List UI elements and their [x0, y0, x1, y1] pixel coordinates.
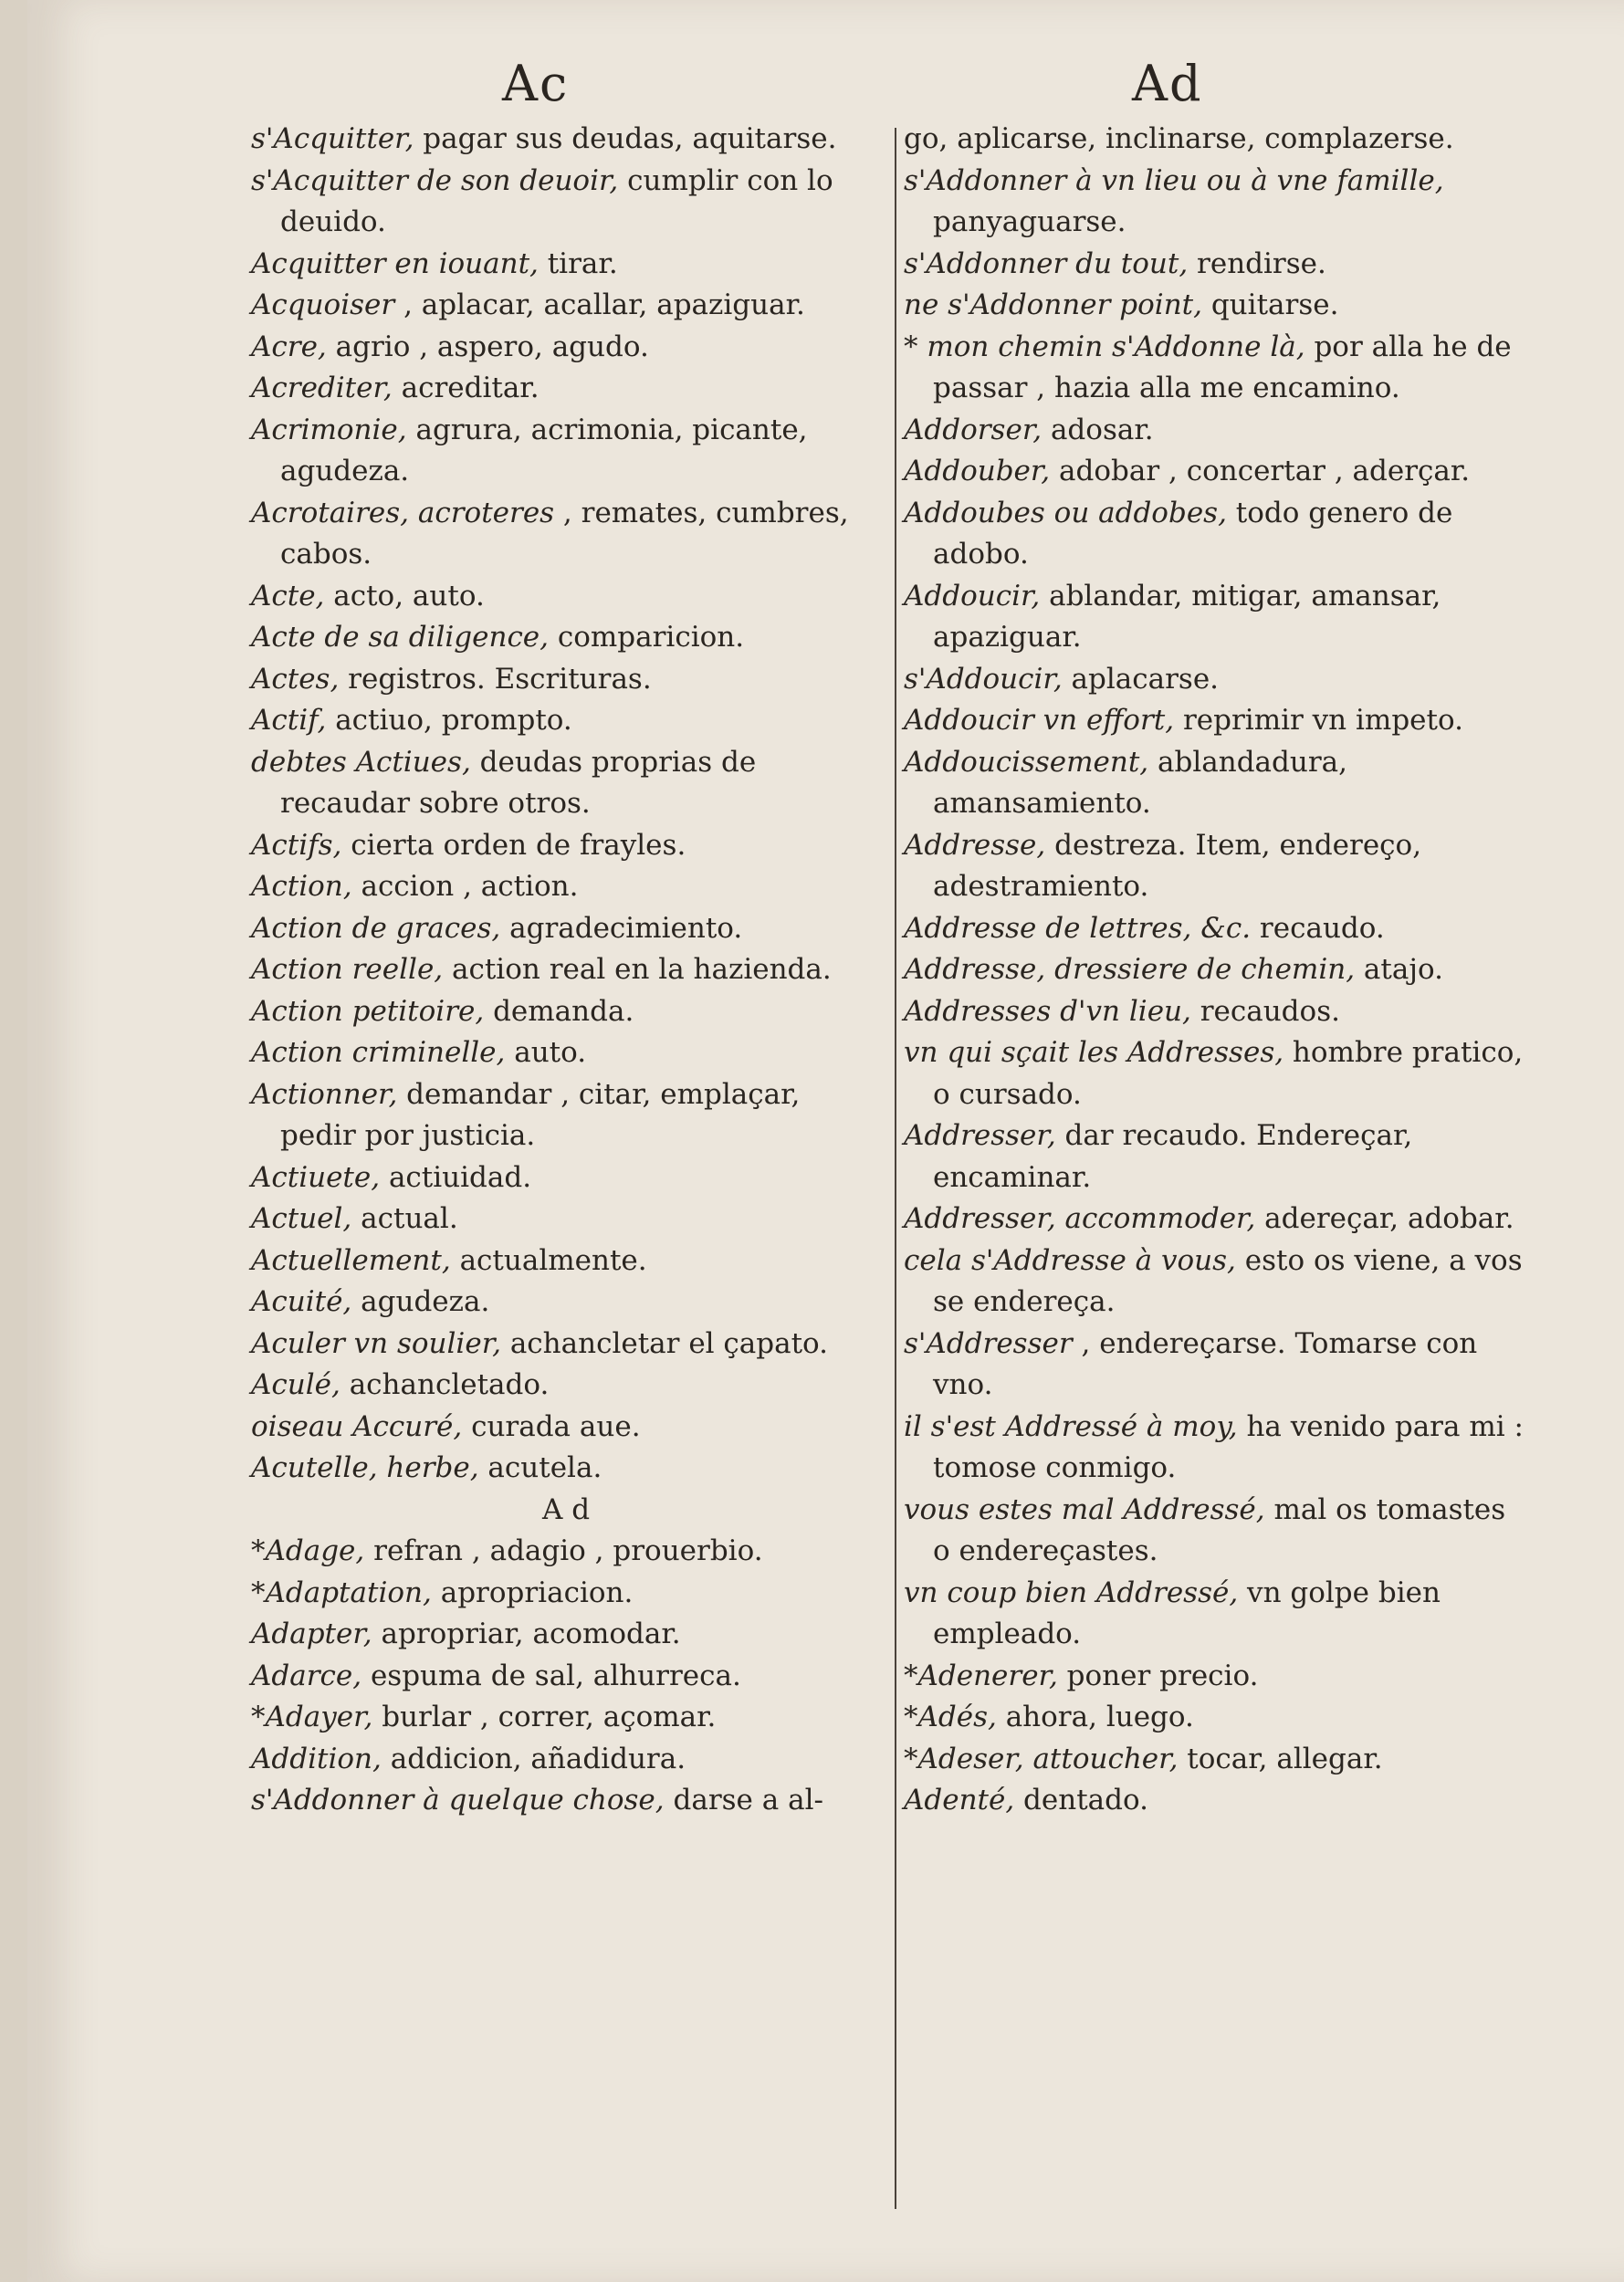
dictionary-entry — [904, 493, 1524, 576]
dictionary-entry — [904, 991, 1524, 1033]
entry-headword: vn coup bien Addressé, — [904, 1575, 1239, 1609]
entry-headword: Addition, — [251, 1742, 382, 1775]
entry-headword: Addoucissement, — [904, 745, 1149, 779]
dictionary-entry — [251, 1324, 881, 1366]
entry-definition: action real en la hazienda. — [443, 953, 832, 986]
entry-headword: Action, — [251, 870, 352, 903]
entry-headword: s'Acquitter de son deuoir, — [251, 163, 619, 197]
entry-headword: *Adaptation, — [251, 1575, 432, 1609]
entry-headword: Adenté, — [904, 1784, 1015, 1816]
dictionary-entry — [904, 1032, 1524, 1115]
entry-definition: adosar. — [1042, 413, 1154, 446]
entry-headword: *Adés, — [904, 1701, 997, 1733]
entry-headword: s'Addonner du tout, — [904, 246, 1189, 280]
entry-definition: agradecimiento. — [500, 911, 743, 945]
entry-definition: darse a al- — [664, 1784, 823, 1816]
entry-definition: deudas proprias de recaudar sobre otros. — [280, 745, 757, 820]
entry-definition: todo genero de adobo. — [933, 496, 1453, 570]
entry-definition: cumplir con lo deuido. — [280, 163, 833, 238]
dictionary-entry — [251, 1739, 881, 1781]
dictionary-entry — [251, 825, 881, 867]
entry-headword: Addoubes ou addobes, — [904, 496, 1227, 529]
dictionary-entry — [251, 1032, 881, 1074]
entry-definition: acto, auto. — [324, 579, 485, 612]
entry-definition: poner precio. — [1057, 1659, 1259, 1692]
entry-headword: Aculé, — [251, 1368, 341, 1401]
entry-headword: Acte, — [251, 579, 325, 612]
dictionary-entry — [251, 991, 881, 1033]
entry-headword: Addoucir vn effort, — [904, 704, 1175, 737]
entry-headword: Acrimonie, — [251, 413, 407, 446]
dictionary-entry — [904, 1240, 1524, 1324]
entry-definition: achancletado. — [340, 1368, 550, 1401]
entry-headword: *Adage, — [251, 1534, 365, 1567]
entry-headword: Acrediter, — [251, 372, 393, 404]
entry-definition: ablandadura, amansamiento. — [933, 745, 1348, 820]
entry-definition: recaudos. — [1190, 994, 1340, 1028]
entry-definition: dar recaudo. Endereçar, encaminar. — [933, 1119, 1413, 1194]
entry-headword: Actes, — [251, 662, 340, 696]
dictionary-entry — [251, 742, 881, 825]
dictionary-entry — [251, 410, 881, 493]
dictionary-entry — [904, 1199, 1524, 1240]
dictionary-entry — [904, 1780, 1524, 1822]
left-column — [251, 119, 881, 1822]
entry-definition: ahora, luego. — [996, 1701, 1194, 1733]
dictionary-entry — [251, 908, 881, 950]
dictionary-entry — [904, 410, 1524, 452]
dictionary-entry — [904, 161, 1524, 244]
dictionary-entry — [251, 700, 881, 742]
entry-definition: ablandar, mitigar, amansar, apaziguar. — [933, 579, 1441, 654]
entry-headword: Acuité, — [251, 1285, 352, 1318]
dictionary-entry — [251, 1407, 881, 1449]
entry-headword: *Adayer, — [251, 1701, 373, 1733]
dictionary-entry — [904, 1656, 1524, 1698]
entry-definition: acreditar. — [392, 372, 540, 404]
entry-headword: Actuellement, — [251, 1243, 451, 1277]
dictionary-entry — [251, 1573, 881, 1615]
entry-definition: panyaguarse. — [933, 205, 1126, 238]
entry-definition: agudeza. — [351, 1285, 490, 1318]
entry-definition: atajo. — [1355, 953, 1443, 986]
entry-headword: Acutelle, herbe, — [251, 1451, 479, 1484]
dictionary-entry — [904, 1573, 1524, 1656]
dictionary-entry — [904, 908, 1524, 950]
entry-definition: refran , adagio , prouerbio. — [364, 1534, 763, 1567]
entry-headword: Actuel, — [251, 1202, 352, 1235]
dictionary-entry — [251, 161, 881, 244]
entry-definition: agrura, acrimonia, picante, agudeza. — [280, 413, 808, 487]
dictionary-entry — [251, 1282, 881, 1324]
dictionary-entry — [251, 368, 881, 410]
entry-headword: s'Addonner à vn lieu ou à vne famille, — [904, 163, 1444, 197]
dictionary-entry — [904, 949, 1524, 991]
entry-headword: Actifs, — [251, 828, 342, 862]
dictionary-entry — [904, 1324, 1524, 1407]
entry-definition: registros. Escrituras. — [339, 662, 652, 696]
entry-definition: burlar , correr, açomar. — [372, 1701, 717, 1733]
entry-headword: il s'est Addressé à moy, — [904, 1409, 1238, 1443]
dictionary-entry — [904, 700, 1524, 742]
entry-definition: , endereçarse. Tomarse con vno. — [933, 1326, 1478, 1401]
entry-definition: por alla he de passar , hazia alla me encamino. — [933, 330, 1512, 404]
entry-headword: Action petitoire, — [251, 994, 485, 1028]
entry-definition: , aplacar, acallar, apaziguar. — [394, 288, 805, 321]
entry-definition: achancletar el çapato. — [500, 1326, 829, 1360]
dictionary-entry — [251, 1199, 881, 1240]
entry-headword: Aculer vn soulier, — [251, 1326, 501, 1360]
entry-headword: vn qui sçait les Addresses, — [904, 1036, 1284, 1069]
entry-headword: Action reelle, — [251, 953, 444, 986]
entry-definition: comparicion. — [549, 621, 745, 654]
entry-headword: Addouber, — [904, 455, 1051, 487]
entry-definition: ha venido para mi : tomose conmigo. — [933, 1409, 1524, 1484]
dictionary-entry — [251, 327, 881, 369]
entry-definition: tirar. — [538, 246, 618, 280]
entry-headword: Addresser, — [904, 1119, 1056, 1152]
right-column — [904, 119, 1524, 1822]
dictionary-entry — [251, 576, 881, 618]
entry-headword: Addorser, — [904, 413, 1043, 446]
entry-definition: actiuo, prompto. — [326, 704, 572, 737]
entry-definition: accion , action. — [351, 870, 579, 903]
entry-definition: , remates, cumbres, cabos. — [280, 496, 849, 570]
dictionary-entry — [904, 285, 1524, 327]
entry-headword: * mon chemin s'Addonne là, — [904, 330, 1305, 363]
dictionary-entry — [904, 659, 1524, 701]
dictionary-entry — [251, 1780, 881, 1822]
entry-headword: Addresser, accommoder, — [904, 1202, 1256, 1235]
entry-definition: demanda. — [484, 994, 634, 1028]
entry-headword: Addresses d'vn lieu, — [904, 994, 1191, 1028]
dictionary-entry — [251, 1365, 881, 1407]
dictionary-entry — [904, 1739, 1524, 1781]
entry-headword: debtes Actiues, — [251, 745, 471, 779]
dictionary-entry — [251, 244, 881, 286]
dictionary-entry — [251, 949, 881, 991]
dictionary-entry — [251, 119, 881, 161]
dictionary-entry — [904, 576, 1524, 659]
entry-definition: apropriacion. — [431, 1575, 634, 1609]
entry-definition: demandar , citar, emplaçar, pedir por justicia. — [280, 1077, 801, 1152]
entry-headword: Acquitter en iouant, — [251, 246, 539, 280]
entry-definition: actualmente. — [450, 1243, 647, 1277]
dictionary-entry — [904, 1115, 1524, 1199]
entry-definition: aplacarse. — [1062, 662, 1220, 696]
entry-definition: acutela. — [478, 1451, 602, 1484]
entry-definition: vn golpe bien empleado. — [933, 1575, 1441, 1650]
entry-headword: Acquoiser — [251, 288, 395, 321]
dictionary-entry — [904, 327, 1524, 410]
dictionary-entry — [251, 1656, 881, 1698]
entry-definition: actiuidad. — [380, 1160, 532, 1194]
dictionary-entry — [904, 742, 1524, 825]
entry-headword: Actiuete, — [251, 1160, 381, 1194]
dictionary-entry — [251, 285, 881, 327]
dictionary-entry — [251, 1614, 881, 1656]
entry-headword: Actif, — [251, 704, 327, 737]
entry-definition: quitarse. — [1201, 288, 1339, 321]
entry-definition: curada aue. — [462, 1409, 641, 1443]
entry-headword: Addresse, — [904, 828, 1046, 862]
entry-definition: actual. — [351, 1202, 458, 1235]
column-divider — [895, 128, 896, 2209]
dictionary-entry — [251, 866, 881, 908]
entry-headword: oiseau Accuré, — [251, 1409, 463, 1443]
entry-definition: adobar , concertar , aderçar. — [1050, 455, 1471, 487]
entry-definition: mal os tomastes o endereçastes. — [933, 1492, 1506, 1567]
entry-headword: Acre, — [251, 330, 327, 363]
entry-headword: vous estes mal Addressé, — [904, 1492, 1265, 1526]
entry-headword: Action de graces, — [251, 911, 501, 945]
entry-headword: Acrotaires, acroteres — [251, 496, 555, 529]
dictionary-entry — [904, 451, 1524, 493]
dictionary-page — [27, 0, 1624, 2282]
entry-definition: reprimir vn impeto. — [1174, 704, 1463, 737]
entry-headword: Addoucir, — [904, 579, 1041, 612]
entry-headword: Actionner, — [251, 1077, 398, 1111]
entry-definition: hombre pratico, o cursado. — [933, 1036, 1524, 1111]
dictionary-entry — [904, 119, 1524, 161]
dictionary-entry — [251, 1448, 881, 1490]
dictionary-entry — [904, 1697, 1524, 1739]
entry-headword: s'Acquitter, — [251, 122, 414, 155]
entry-definition: pagar sus deudas, aquitarse. — [414, 122, 837, 155]
entry-headword: s'Addresser — [904, 1326, 1073, 1360]
entry-definition: espuma de sal, alhurreca. — [361, 1659, 741, 1692]
dictionary-entry — [904, 1407, 1524, 1490]
entry-definition: go, aplicarse, inclinarse, complazerse. — [904, 122, 1454, 155]
dictionary-entry — [904, 1490, 1524, 1573]
dictionary-entry — [251, 1697, 881, 1739]
entry-headword: ne s'Addonner point, — [904, 288, 1202, 321]
entry-definition: auto. — [505, 1036, 587, 1069]
section-letter-heading: A d — [541, 1492, 591, 1526]
entry-definition: esto os viene, a vos se endereça. — [933, 1243, 1523, 1318]
entry-headword: *Adenerer, — [904, 1659, 1058, 1692]
dictionary-entry — [904, 244, 1524, 286]
entry-definition: destreza. Item, endereço, adestramiento. — [933, 828, 1422, 903]
entry-headword: Addresse, dressiere de chemin, — [904, 953, 1356, 986]
page-header-left: Ac — [502, 55, 570, 112]
entry-definition: dentado. — [1014, 1784, 1148, 1816]
entry-definition: cierta orden de frayles. — [341, 828, 686, 862]
entry-headword: cela s'Addresse à vous, — [904, 1243, 1236, 1277]
dictionary-entry — [251, 493, 881, 576]
entry-headword: Adarce, — [251, 1659, 362, 1692]
page-header-right: Ad — [1132, 55, 1203, 112]
entry-definition: adereçar, adobar. — [1255, 1202, 1514, 1235]
entry-definition: recaudo. — [1251, 911, 1385, 945]
dictionary-entry — [251, 1074, 881, 1157]
entry-definition: tocar, allegar. — [1178, 1742, 1383, 1775]
dictionary-entry — [251, 1531, 881, 1573]
entry-headword: s'Addoucir, — [904, 662, 1063, 696]
entry-definition: agrio , aspero, agudo. — [326, 330, 649, 363]
entry-headword: Addresse de lettres, &c. — [904, 911, 1252, 945]
dictionary-entry — [251, 1240, 881, 1282]
entry-definition: rendirse. — [1188, 246, 1326, 280]
dictionary-entry — [251, 1157, 881, 1199]
entry-headword: s'Addonner à quelque chose, — [251, 1784, 665, 1816]
entry-definition: addicion, añadidura. — [381, 1742, 686, 1775]
dictionary-entry — [904, 825, 1524, 908]
dictionary-entry — [251, 659, 881, 701]
dictionary-entry — [251, 617, 881, 659]
entry-headword: Acte de sa diligence, — [251, 621, 549, 654]
entry-definition: apropriar, acomodar. — [372, 1617, 681, 1650]
entry-headword: Action criminelle, — [251, 1036, 506, 1069]
entry-headword: *Adeser, attoucher, — [904, 1742, 1179, 1775]
entry-headword: Adapter, — [251, 1617, 372, 1650]
